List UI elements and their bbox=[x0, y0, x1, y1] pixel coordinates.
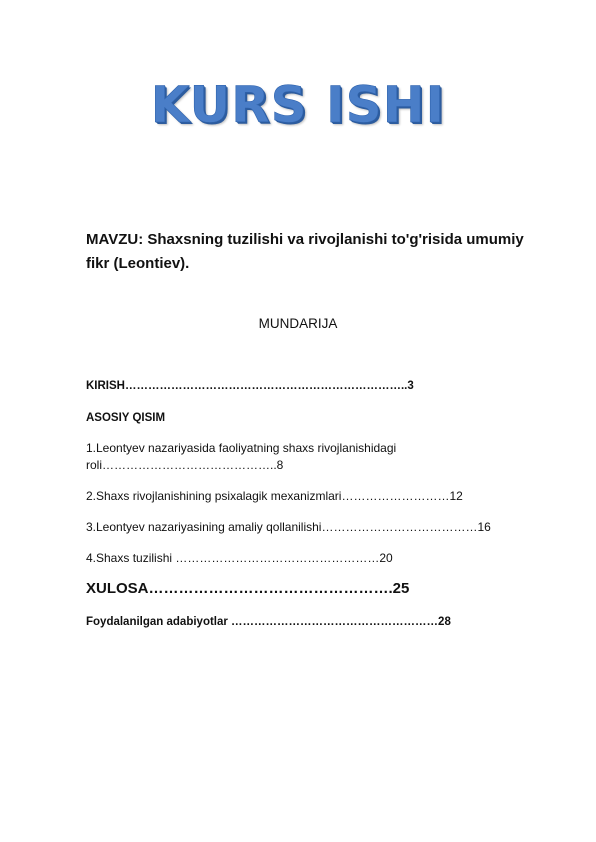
contents-heading: MUNDARIJA bbox=[258, 316, 338, 331]
toc-item-xulosa: XULOSA………………………………………….25 bbox=[86, 580, 410, 597]
toc-item-3: 3.Leontyev nazariyasining amaliy qollanilishi…………………………………16 bbox=[86, 520, 491, 534]
toc-item-2: 2.Shaxs rivojlanishining psixalagik mexanizmlari………………………12 bbox=[86, 489, 463, 503]
document-title: KURS ISHI bbox=[150, 76, 446, 134]
toc-item-kirish: KIRISH………………………………………………………………..3 bbox=[86, 380, 414, 392]
toc-item-asosiy: ASOSIY QISIM bbox=[86, 412, 166, 424]
topic-heading: MAVZU: Shaxsning tuzilishi va rivojlanishi to'g'risida umumiy fikr (Leontiev). bbox=[86, 231, 524, 272]
toc-item-1: 1.Leontyev nazariyasida faoliyatning shaxs rivojlanishidagi roli……………………………………..8 bbox=[86, 441, 397, 472]
toc-item-4: 4.Shaxs tuzilishi ……………………………………………20 bbox=[86, 551, 393, 565]
title-block bbox=[0, 76, 596, 134]
toc-item-adabiyotlar: Foydalanilgan adabiyotlar ………………………………………………28 bbox=[86, 616, 451, 628]
